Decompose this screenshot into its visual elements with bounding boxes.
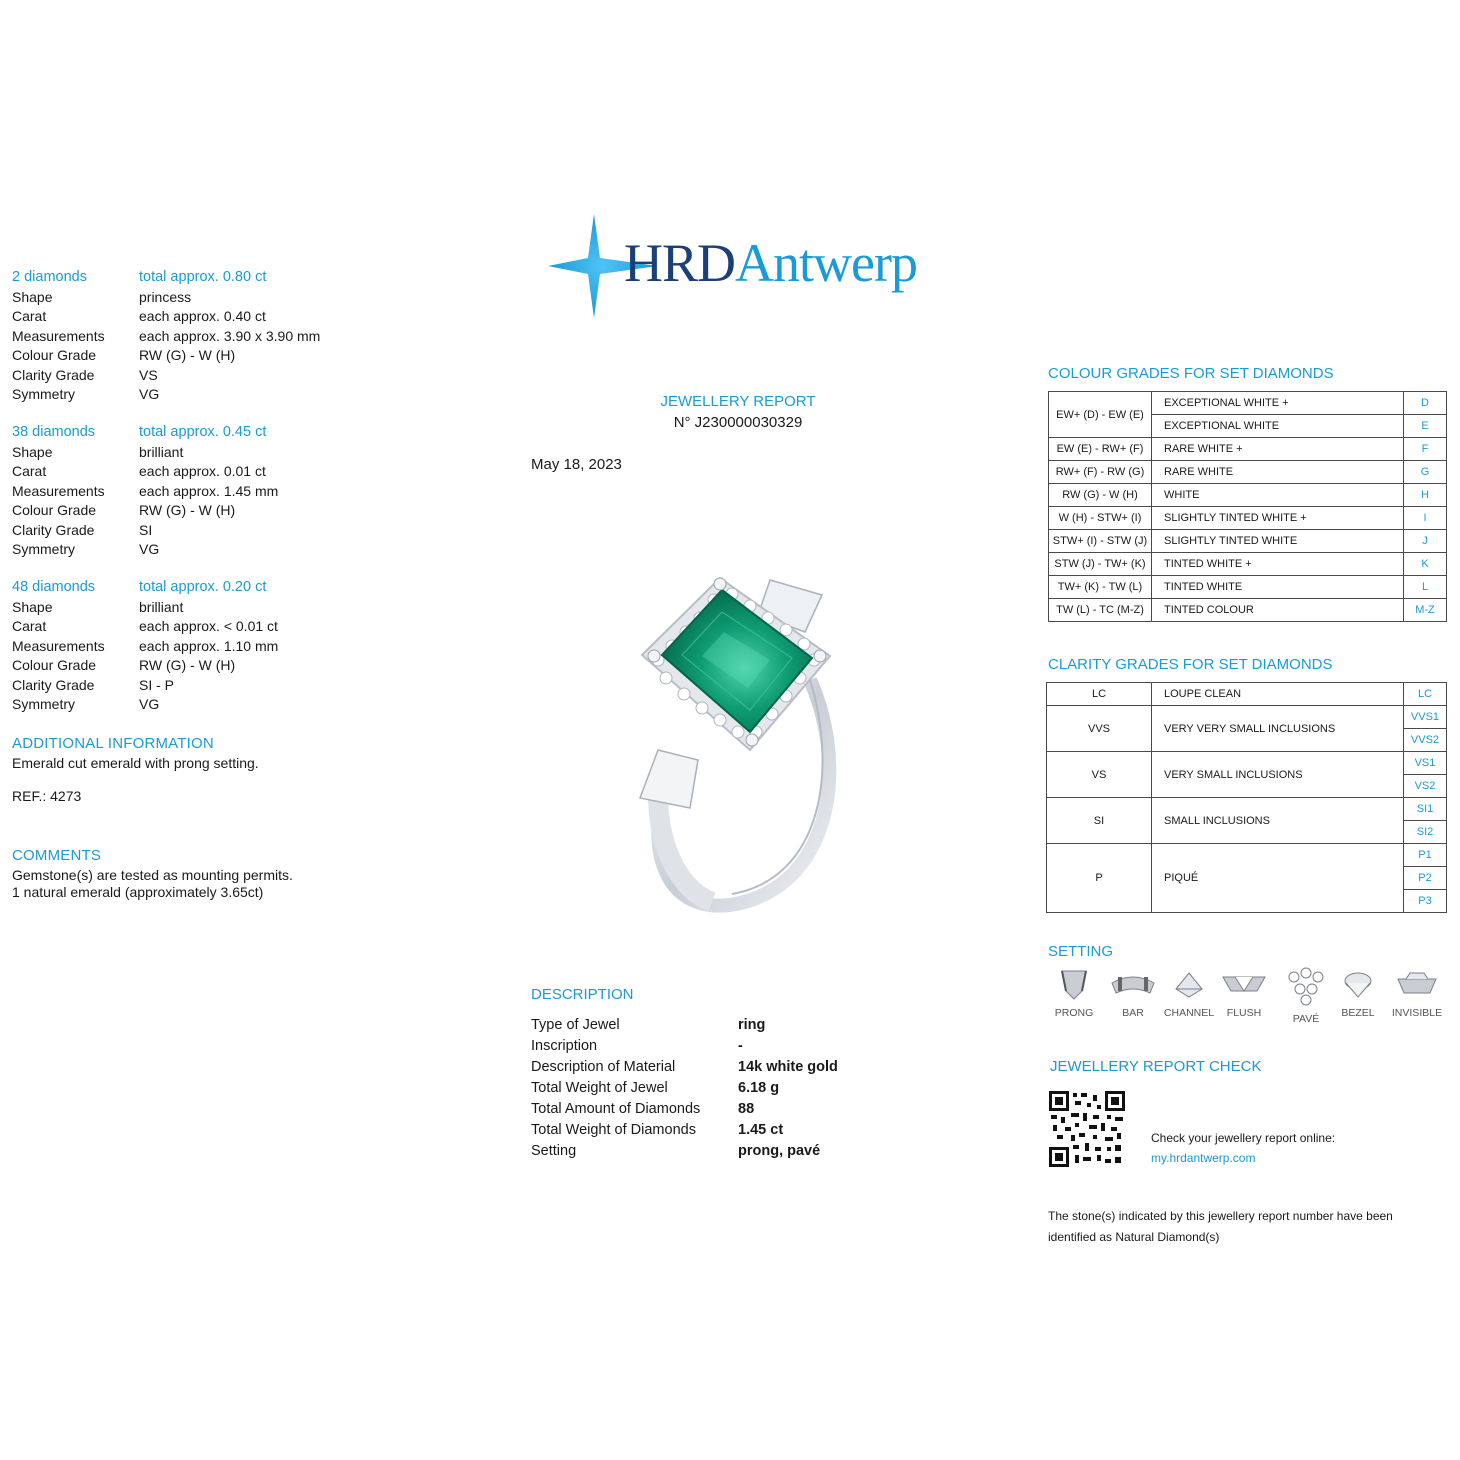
- clarity-sub: LC: [1404, 683, 1447, 706]
- clarity-sub: VS2: [1404, 775, 1447, 798]
- prong-setting-icon: [1058, 967, 1090, 1001]
- table-row: [1047, 752, 1447, 775]
- label: Total Amount of Diamonds: [531, 1101, 701, 1117]
- grade-letter: D: [1404, 392, 1447, 415]
- label: Shape: [12, 443, 53, 460]
- value: each approx. 1.45 mm: [139, 482, 279, 499]
- value: VG: [139, 386, 160, 402]
- value: princess: [139, 288, 192, 305]
- measurements-row: [12, 637, 352, 657]
- setting-row: [531, 1141, 891, 1162]
- report-title: JEWELLERY REPORT: [660, 393, 816, 410]
- label: Colour Grade: [12, 502, 97, 518]
- grade-name: TINTED COLOUR: [1152, 599, 1404, 622]
- grade-name: TINTED WHITE: [1152, 576, 1404, 599]
- shape-row: [12, 598, 352, 618]
- value: brilliant: [139, 443, 184, 460]
- diamond-group-3: [12, 578, 352, 715]
- channel-setting-icon: [1172, 967, 1206, 1001]
- setting-title: SETTING: [1048, 943, 1114, 960]
- carat-row: [12, 462, 352, 482]
- value: each approx. 1.10 mm: [139, 637, 279, 654]
- grade-range: TW (L) - TC (M-Z): [1049, 599, 1152, 622]
- group-heading: [12, 268, 352, 288]
- label: Measurements: [12, 482, 105, 499]
- clarity-code: VS: [1047, 752, 1152, 798]
- label: Clarity Grade: [12, 676, 95, 693]
- clarity-name: VERY SMALL INCLUSIONS: [1152, 752, 1404, 798]
- clarity-sub: SI1: [1404, 798, 1447, 821]
- clarity-code: VVS: [1047, 706, 1152, 752]
- value: each approx. 3.90 x 3.90 mm: [139, 327, 321, 344]
- clarity-code: LC: [1047, 683, 1152, 706]
- grade-name: SLIGHTLY TINTED WHITE: [1152, 530, 1404, 553]
- value: 6.18 g: [738, 1080, 780, 1096]
- carat-row: [12, 307, 352, 327]
- grade-range: RW+ (F) - RW (G): [1049, 461, 1152, 484]
- setting-channel: [1162, 967, 1216, 1019]
- clarity-sub: VS1: [1404, 752, 1447, 775]
- logo-wordmark: [624, 232, 917, 294]
- logo-hrd: HRD: [624, 233, 736, 293]
- setting-label: PRONG: [1054, 1007, 1094, 1019]
- pave-setting-icon: [1285, 967, 1327, 1007]
- grade-range: EW (E) - RW+ (F): [1049, 438, 1152, 461]
- report-number: N° J230000030329: [673, 414, 803, 431]
- clarity-grades-title: CLARITY GRADES FOR SET DIAMONDS: [1048, 656, 1333, 673]
- diamond-group-2: [12, 423, 352, 560]
- grade-letter: F: [1404, 438, 1447, 461]
- table-row: [1049, 392, 1447, 415]
- grade-range: W (H) - STW+ (I): [1049, 507, 1152, 530]
- label: Symmetry: [12, 386, 75, 402]
- label: Measurements: [12, 637, 105, 654]
- measurements-row: [12, 482, 352, 502]
- setting-label: PAVÉ: [1292, 1013, 1320, 1025]
- comments-line-2: 1 natural emerald (approximately 3.65ct): [12, 884, 264, 900]
- setting-prong: [1048, 967, 1100, 1019]
- grade-range: STW+ (I) - STW (J): [1049, 530, 1152, 553]
- clarity-code: P: [1047, 844, 1152, 913]
- setting-types: [1048, 967, 1448, 1027]
- diamond-group-1: [12, 268, 352, 405]
- footer-line-2: identified as Natural Diamond(s): [1048, 1230, 1220, 1244]
- clarity-sub: VVS1: [1404, 706, 1447, 729]
- check-instruction: Check your jewellery report online:: [1151, 1131, 1336, 1145]
- grade-name: SLIGHTLY TINTED WHITE +: [1152, 507, 1404, 530]
- value: each approx. 0.40 ct: [139, 308, 266, 324]
- group-count: 2 diamonds: [12, 269, 87, 285]
- colour-row: [12, 346, 352, 366]
- weight-row: [531, 1078, 891, 1099]
- label: Symmetry: [12, 696, 75, 712]
- hrd-antwerp-logo: [548, 214, 948, 318]
- setting-label: BAR: [1122, 1007, 1144, 1019]
- value: RW (G) - W (H): [139, 657, 236, 673]
- grade-range: STW (J) - TW+ (K): [1049, 553, 1152, 576]
- group-heading: [12, 423, 352, 443]
- description-table: [531, 1015, 891, 1162]
- table-row: [1049, 576, 1447, 599]
- diamond-count-row: [531, 1099, 891, 1120]
- comments-title: COMMENTS: [12, 847, 102, 864]
- footer-line-1: The stone(s) indicated by this jewellery report number have been: [1048, 1209, 1393, 1223]
- table-row: [1049, 438, 1447, 461]
- label: Colour Grade: [12, 657, 97, 673]
- grade-name: EXCEPTIONAL WHITE +: [1152, 392, 1404, 415]
- setting-pave: [1280, 967, 1332, 1025]
- group-count: 48 diamonds: [12, 579, 96, 595]
- description-title: DESCRIPTION: [531, 986, 634, 1003]
- grade-name: RARE WHITE: [1152, 461, 1404, 484]
- value: brilliant: [139, 598, 184, 615]
- symmetry-row: [12, 385, 352, 405]
- clarity-row: [12, 676, 352, 696]
- value: SI: [139, 521, 153, 538]
- clarity-sub: P1: [1404, 844, 1447, 867]
- grade-letter: G: [1404, 461, 1447, 484]
- label: Total Weight of Jewel: [531, 1080, 668, 1096]
- grade-name: WHITE: [1152, 484, 1404, 507]
- label: Total Weight of Diamonds: [531, 1122, 696, 1138]
- label: Symmetry: [12, 541, 75, 557]
- logo-antwerp: Antwerp: [735, 233, 917, 293]
- label: Carat: [12, 463, 47, 479]
- value: each approx. < 0.01 ct: [139, 618, 278, 634]
- table-row: [1047, 844, 1447, 867]
- label: Inscription: [531, 1038, 598, 1054]
- clarity-row: [12, 521, 352, 541]
- value: 1.45 ct: [738, 1122, 784, 1138]
- grade-letter: I: [1404, 507, 1447, 530]
- value: VG: [139, 696, 160, 712]
- symmetry-row: [12, 695, 352, 715]
- additional-info-text: Emerald cut emerald with prong setting.: [12, 755, 259, 771]
- bar-setting-icon: [1110, 967, 1156, 1001]
- label: Clarity Grade: [12, 521, 95, 538]
- clarity-name: PIQUÉ: [1152, 844, 1404, 913]
- table-row: [1049, 461, 1447, 484]
- grade-range: TW+ (K) - TW (L): [1049, 576, 1152, 599]
- measurements-row: [12, 327, 352, 347]
- carat-row: [12, 617, 352, 637]
- grade-letter: H: [1404, 484, 1447, 507]
- group-total: total approx. 0.20 ct: [139, 579, 267, 595]
- grade-letter: K: [1404, 553, 1447, 576]
- table-row: [1049, 484, 1447, 507]
- label: Shape: [12, 598, 53, 615]
- grade-range: EW+ (D) - EW (E): [1049, 392, 1152, 438]
- clarity-sub: VVS2: [1404, 729, 1447, 752]
- grade-letter: E: [1404, 415, 1447, 438]
- check-link[interactable]: my.hrdantwerp.com: [1151, 1151, 1256, 1165]
- clarity-sub: P2: [1404, 867, 1447, 890]
- label: Clarity Grade: [12, 366, 95, 383]
- shape-row: [12, 443, 352, 463]
- type-row: [531, 1015, 891, 1036]
- reference-number: REF.: 4273: [12, 788, 82, 804]
- setting-bar: [1106, 967, 1160, 1019]
- setting-label: INVISIBLE: [1391, 1007, 1443, 1019]
- value: each approx. 0.01 ct: [139, 463, 266, 479]
- table-row: [1047, 798, 1447, 821]
- clarity-sub: SI2: [1404, 821, 1447, 844]
- table-row: [1047, 683, 1447, 706]
- clarity-sub: P3: [1404, 890, 1447, 913]
- ring-photo: [600, 560, 860, 920]
- value: ring: [738, 1017, 766, 1033]
- colour-row: [12, 501, 352, 521]
- clarity-name: LOUPE CLEAN: [1152, 683, 1404, 706]
- grade-letter: M-Z: [1404, 599, 1447, 622]
- table-row: [1049, 599, 1447, 622]
- diamond-weight-row: [531, 1120, 891, 1141]
- value: 88: [738, 1101, 755, 1117]
- colour-grades-title: COLOUR GRADES FOR SET DIAMONDS: [1048, 365, 1334, 382]
- label: Shape: [12, 288, 53, 305]
- setting-bezel: [1336, 967, 1380, 1019]
- colour-grades-table: [1048, 391, 1447, 622]
- label: Colour Grade: [12, 347, 97, 363]
- material-row: [531, 1057, 891, 1078]
- label: Description of Material: [531, 1059, 676, 1075]
- setting-label: BEZEL: [1341, 1007, 1375, 1019]
- additional-info-title: ADDITIONAL INFORMATION: [12, 735, 214, 752]
- label: Carat: [12, 308, 47, 324]
- clarity-name: VERY VERY SMALL INCLUSIONS: [1152, 706, 1404, 752]
- clarity-row: [12, 366, 352, 386]
- comments-line-1: Gemstone(s) are tested as mounting permits.: [12, 867, 293, 883]
- setting-label: FLUSH: [1226, 1007, 1262, 1019]
- label: Carat: [12, 618, 47, 634]
- bezel-setting-icon: [1342, 967, 1374, 1001]
- setting-flush: [1218, 967, 1270, 1019]
- shape-row: [12, 288, 352, 308]
- footer-note: [1048, 1206, 1438, 1248]
- value: SI - P: [139, 676, 175, 693]
- table-row: [1049, 507, 1447, 530]
- value: prong, pavé: [738, 1143, 821, 1159]
- symmetry-row: [12, 540, 352, 560]
- value: -: [738, 1038, 743, 1054]
- label: Measurements: [12, 327, 105, 344]
- flush-setting-icon: [1221, 967, 1267, 1001]
- group-heading: [12, 578, 352, 598]
- grade-letter: J: [1404, 530, 1447, 553]
- inscription-row: [531, 1036, 891, 1057]
- label: Type of Jewel: [531, 1017, 620, 1033]
- qr-code[interactable]: [1049, 1091, 1125, 1167]
- clarity-name: SMALL INCLUSIONS: [1152, 798, 1404, 844]
- colour-row: [12, 656, 352, 676]
- group-count: 38 diamonds: [12, 424, 96, 440]
- grade-letter: L: [1404, 576, 1447, 599]
- grade-name: EXCEPTIONAL WHITE: [1152, 415, 1404, 438]
- value: VS: [139, 366, 158, 383]
- setting-label: CHANNEL: [1163, 1007, 1215, 1019]
- value: RW (G) - W (H): [139, 347, 236, 363]
- report-check-title: JEWELLERY REPORT CHECK: [1050, 1058, 1262, 1075]
- group-total: total approx. 0.45 ct: [139, 424, 267, 440]
- invisible-setting-icon: [1394, 967, 1440, 1001]
- grade-name: RARE WHITE +: [1152, 438, 1404, 461]
- report-date: May 18, 2023: [531, 456, 622, 473]
- table-row: [1047, 706, 1447, 729]
- value: VG: [139, 541, 160, 557]
- value: 14k white gold: [738, 1059, 838, 1075]
- table-row: [1049, 553, 1447, 576]
- value: RW (G) - W (H): [139, 502, 236, 518]
- group-total: total approx. 0.80 ct: [139, 269, 267, 285]
- clarity-code: SI: [1047, 798, 1152, 844]
- grade-range: RW (G) - W (H): [1049, 484, 1152, 507]
- table-row: [1049, 530, 1447, 553]
- clarity-grades-table: [1046, 682, 1447, 913]
- label: Setting: [531, 1143, 577, 1159]
- grade-name: TINTED WHITE +: [1152, 553, 1404, 576]
- setting-invisible: [1386, 967, 1448, 1019]
